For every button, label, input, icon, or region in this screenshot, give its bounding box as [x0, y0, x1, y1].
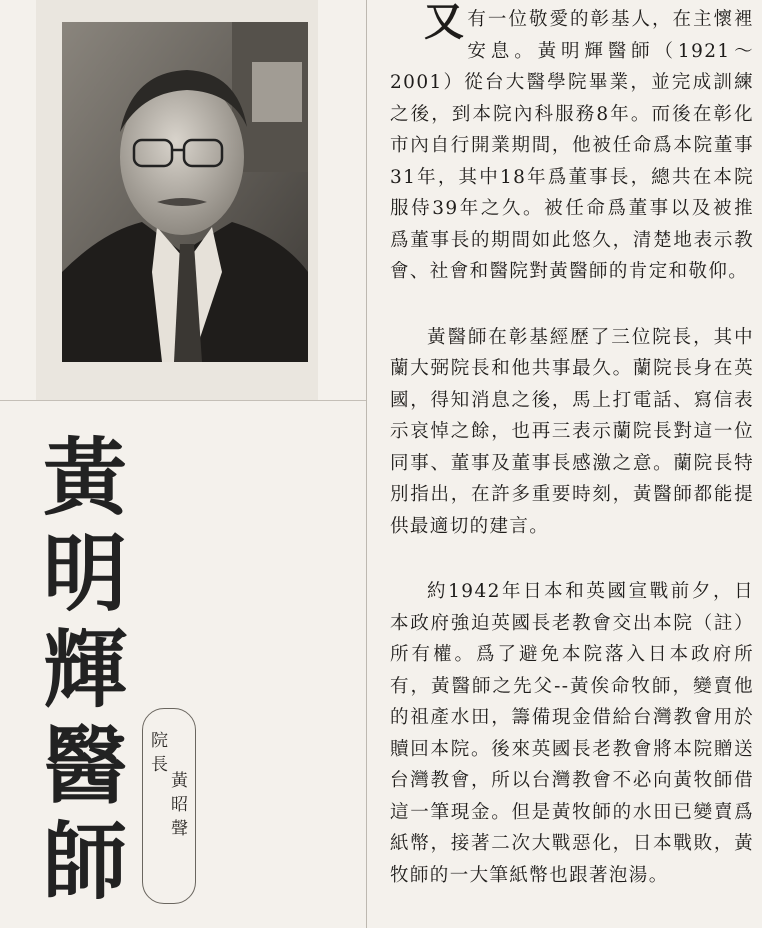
byline-name — [171, 769, 188, 841]
vertical-divider — [366, 0, 367, 928]
paragraph-text: 有一位敬愛的彰基人，在主懷裡安息。黃明輝醫師（1921～2001）從台大醫學院畢業，並完成訓練之後，到本院內科服務8年。而後在彰化市內自行開業期間，他被任命爲本院董事31年，其中18年爲董事長，總共在本院服侍39年之久。被任命爲董事以及被推爲董事長的期間如此悠久，清楚地表示教會、社會和醫院對黃醫師的肯定和敬仰。 — [390, 9, 754, 282]
horizontal-divider — [0, 400, 366, 401]
author-byline — [142, 708, 196, 904]
byline-role — [151, 729, 168, 777]
byline-char: 院 — [151, 731, 168, 751]
title-char: 黃 — [42, 429, 127, 527]
byline-char: 昭 — [171, 795, 188, 815]
article-paragraph-2: 黃醫師在彰基經歷了三位院長，其中蘭大弼院長和他共事最久。蘭院長身在英國，得知消息之後，馬上打電話、寫信表示哀悼之餘，也再三表示蘭院長對這一位同事、董事及董事長感激之意。蘭院長特別指出，在許多重要時刻，黃醫師都能提供最適切的建言。 — [390, 326, 754, 537]
portrait-illustration — [62, 22, 308, 362]
byline-char: 黃 — [171, 771, 188, 791]
article-paragraph-1 — [390, 0, 754, 288]
byline-char: 長 — [151, 755, 168, 775]
byline-char: 聲 — [171, 819, 188, 839]
article-body — [390, 0, 754, 925]
title-char: 輝 — [42, 621, 127, 719]
vertical-title — [30, 430, 140, 910]
title-char: 師 — [42, 813, 127, 911]
article-paragraph-3: 約1942年日本和英國宣戰前夕，日本政府強迫英國長老教會交出本院（註）所有權。爲了避免本院落入日本政府所有，黃醫師之先父--黃俟命牧師，變賣他的祖產水田，籌備現金借給台灣教會用於贖回本院。後來英國長老教會將本院贈送台灣教會，所以台灣教會不必向黃牧師借這一筆現金。但是黃牧師的水田已變賣爲紙幣，接著二次大戰惡化，日本戰敗，黃牧師的一大筆紙幣也跟著泡湯。 — [390, 581, 754, 886]
drop-cap: 又 — [424, 0, 466, 45]
title-char: 明 — [42, 525, 127, 623]
title-char: 醫 — [42, 717, 127, 815]
portrait-photo — [62, 22, 308, 362]
